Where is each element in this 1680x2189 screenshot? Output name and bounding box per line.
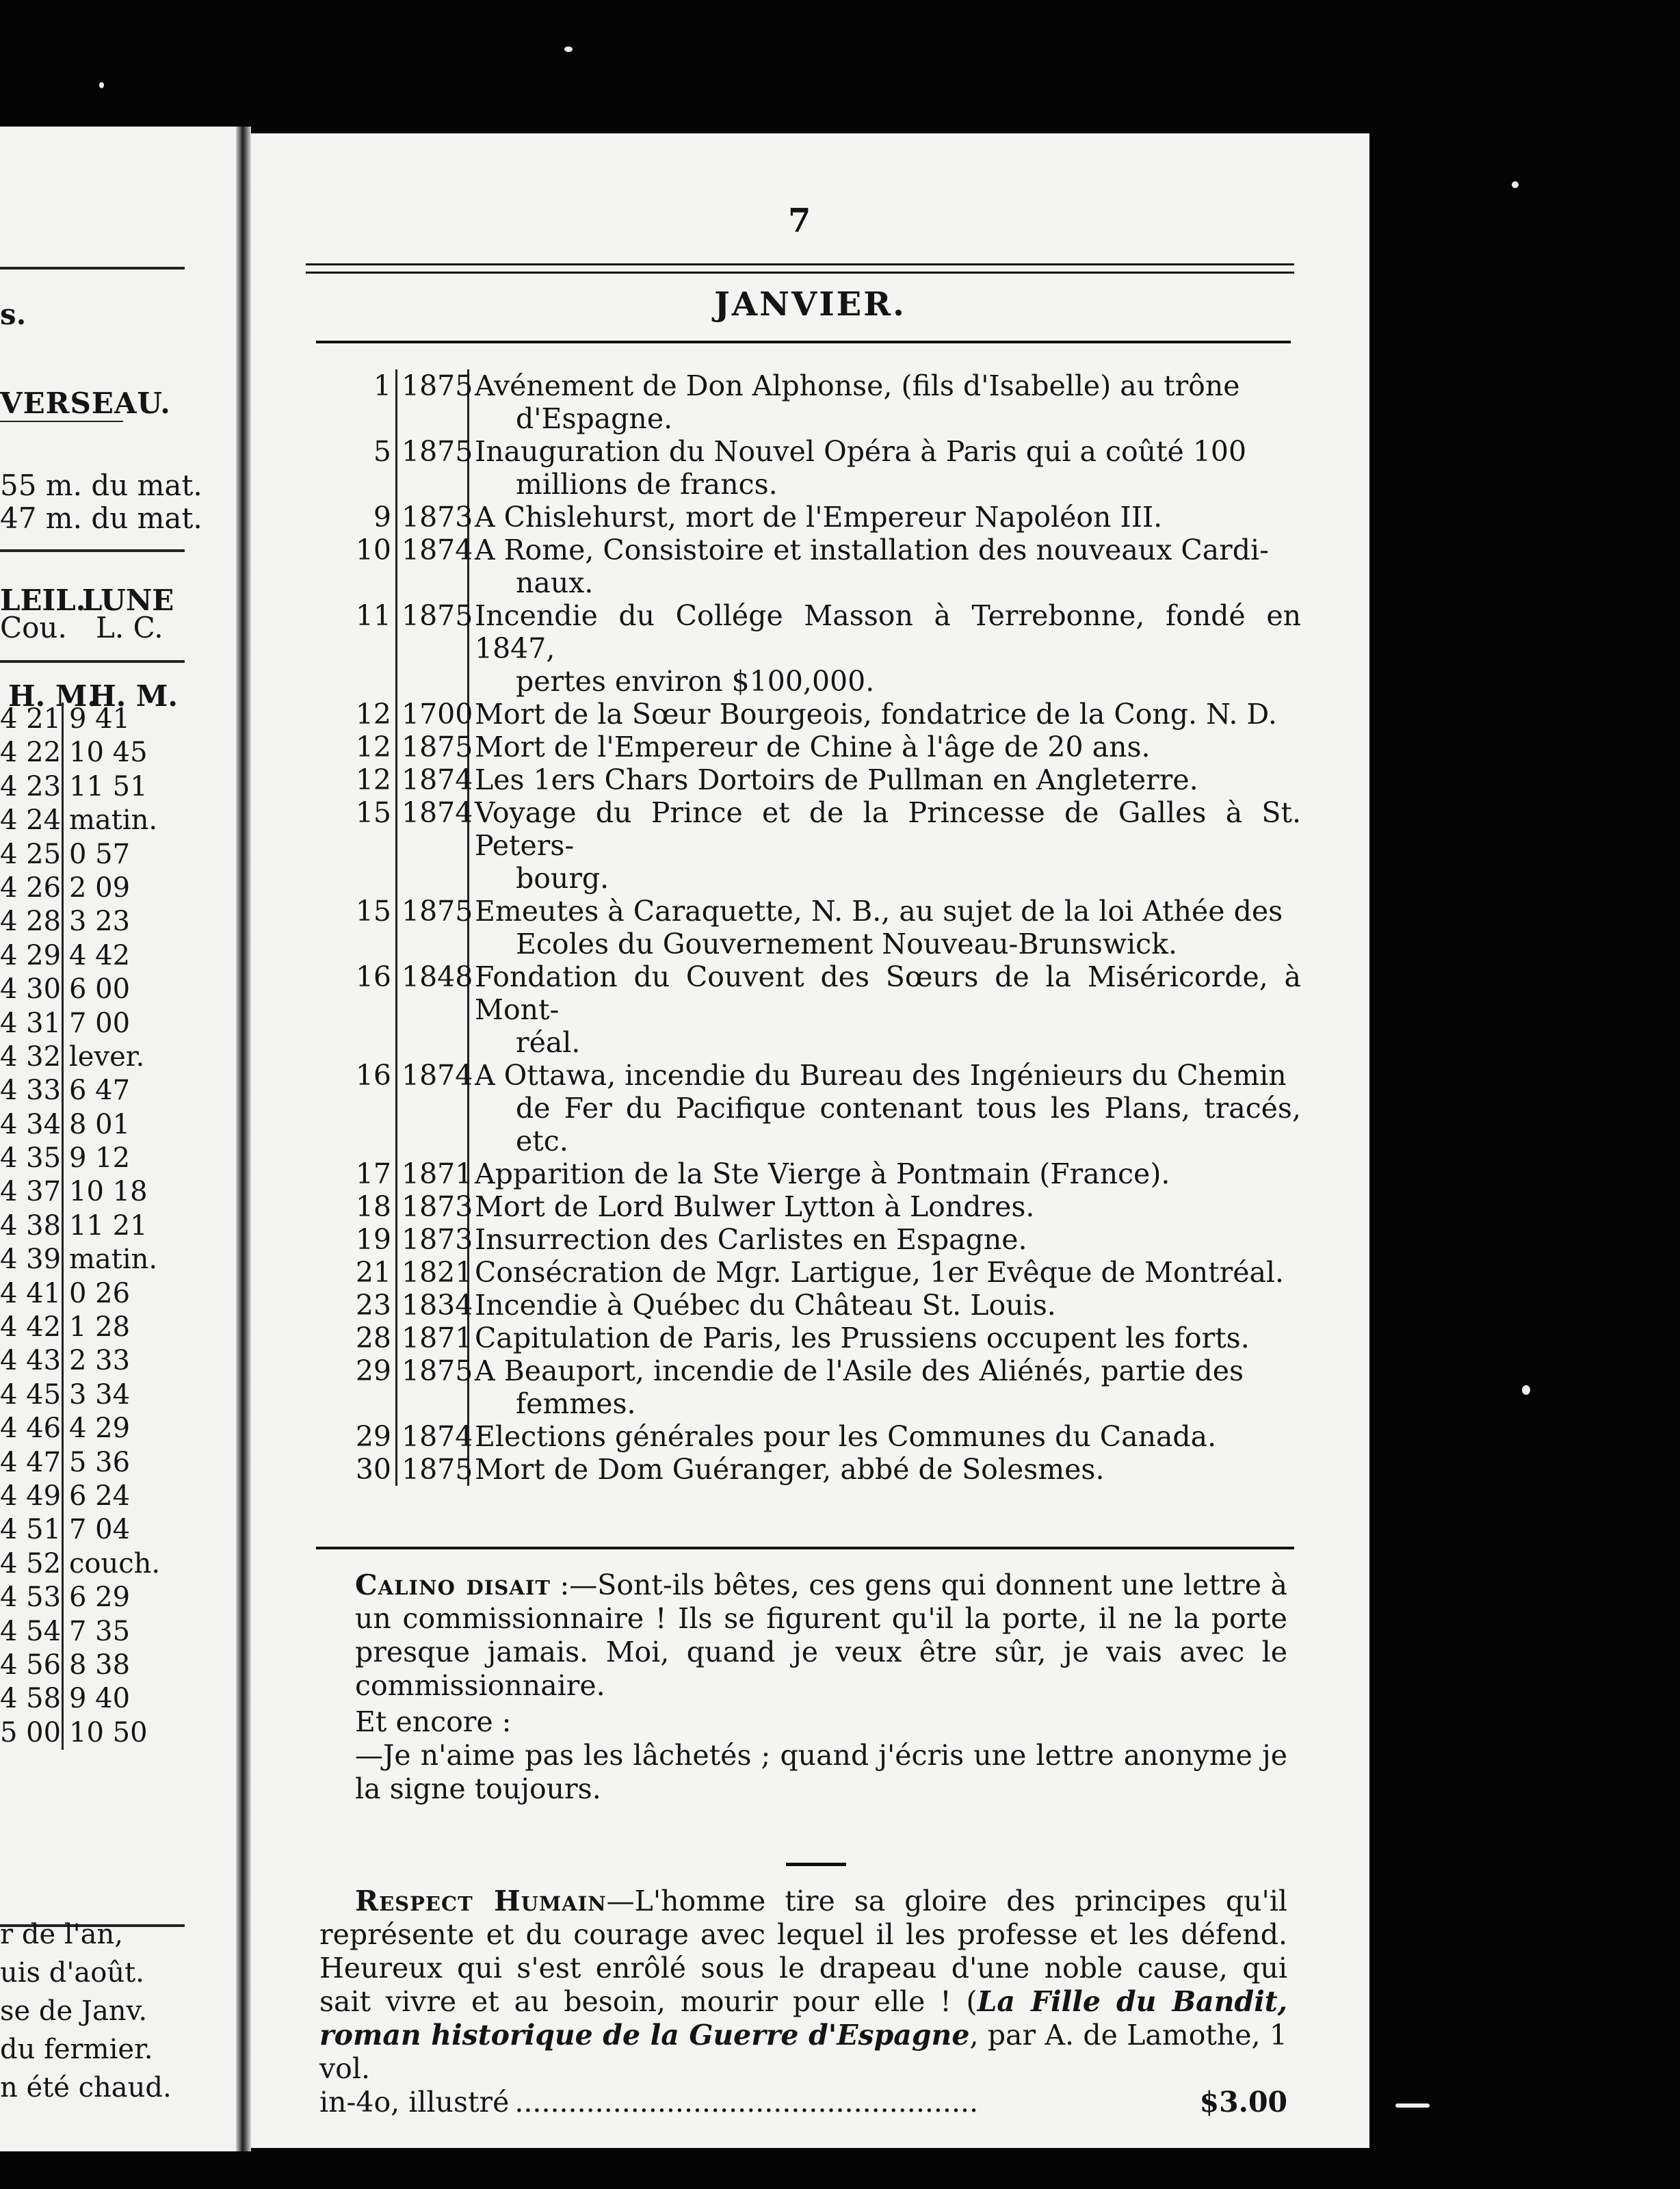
left-page-title: s. [0,298,27,331]
left-page-row [0,1175,178,1209]
sun-time-cell: 4 24 [0,804,64,837]
event-text-continuation: pertes environ $100,000. [516,665,875,698]
left-page-row [0,1311,178,1344]
respect-paragraph [319,1885,1287,2086]
left-page-row [0,1446,178,1480]
event-day: 12 [316,731,397,763]
event-description [469,1289,1301,1322]
sun-time-cell: 4 23 [0,770,64,804]
moon-time-cell: 11 51 [69,770,148,802]
left-page-note: uis d'août. [0,1957,144,1989]
left-page-row [0,939,178,973]
event-day: 1 [316,369,397,435]
moon-time-cell: 7 35 [69,1615,131,1647]
moon-time-cell: 6 00 [69,973,131,1006]
event-day: 29 [316,1420,397,1453]
event-year: 1875 [397,731,469,763]
event-row [316,1223,1301,1256]
left-page-row [0,1142,178,1175]
event-row [316,731,1301,763]
left-page-rule [0,421,123,422]
left-page-row [0,1040,178,1074]
event-description [469,731,1301,763]
left-page-row [0,770,178,804]
sun-time-cell: 4 37 [0,1175,64,1209]
event-day: 18 [316,1190,397,1223]
event-description [469,1190,1301,1223]
left-page-note: r de l'an, [0,1919,123,1950]
event-day: 15 [316,796,397,895]
event-description [469,599,1301,698]
event-description [469,1256,1301,1289]
sun-time-cell: 4 42 [0,1311,64,1344]
left-page-row [0,703,178,736]
calino-quote: —Je n'aime pas les lâchetés ; quand j'écris une lettre anonyme je la signe toujours. [355,1739,1287,1805]
event-row [316,1322,1301,1354]
event-text: Emeutes à Caraquette, N. B., au sujet de la loi Athée des [475,895,1283,928]
sun-time-cell: 4 51 [0,1513,64,1547]
price-leader: .................................................... [514,2086,979,2119]
event-day: 12 [316,698,397,731]
sun-time-cell: 4 54 [0,1615,64,1649]
sun-time-cell: 4 33 [0,1074,64,1107]
section-rule [316,1547,1294,1549]
left-page-subtitle: VERSEAU. [0,386,171,420]
left-page-row [0,1378,178,1412]
event-description [469,1059,1301,1157]
event-text: Incendie à Québec du Château St. Louis. [475,1289,1056,1322]
book-gutter [236,127,251,2151]
event-row [316,763,1301,796]
left-page-row [0,1412,178,1445]
event-year: 1875 [397,435,469,501]
event-text: Les 1ers Chars Dortoirs de Pullman en Angleterre. [475,763,1198,796]
event-row [316,960,1301,1059]
event-row [316,1354,1301,1420]
event-day: 29 [316,1354,397,1420]
event-description [469,796,1301,895]
respect-humain-notice [319,1885,1287,2119]
event-text-continuation: femmes. [516,1387,636,1420]
left-page-row [0,973,178,1006]
book-price: $3.00 [1199,2086,1287,2119]
calino-anecdote [319,1569,1287,1806]
sun-time-cell: 4 56 [0,1649,64,1682]
event-year: 1834 [397,1289,469,1322]
month-heading: JANVIER. [714,285,906,324]
sun-time-cell: 4 32 [0,1040,64,1074]
event-text: Mort de Dom Guéranger, abbé de Solesmes. [475,1453,1105,1486]
left-page-row [0,1108,178,1142]
left-page-time: 47 m. du mat. [0,501,202,535]
event-text-continuation: millions de francs. [516,468,778,501]
event-row [316,501,1301,534]
moon-time-cell: 6 29 [69,1582,131,1614]
respect-text: —L'homme tire sa gloire des principes qu'il représente et du courage avec lequel il les professe et les défend. Heureux qui s'est enrôlé sous le drapeau d'une noble cause, qui sait vivre et au besoin, mourir pour elle ! ( [319,1885,1287,2018]
sun-time-cell: 4 52 [0,1547,64,1581]
event-year: 1871 [397,1322,469,1354]
moon-time-cell: 4 42 [69,939,131,971]
sun-time-cell: 4 39 [0,1243,64,1276]
left-page-col-header: LUNE [82,584,174,617]
left-page-col-header: LEIL. [0,584,86,617]
event-day: 10 [316,534,397,599]
event-day: 15 [316,895,397,960]
left-page-note: se de Janv. [0,1995,148,2027]
left-page-row [0,1682,178,1716]
sun-time-cell: 4 43 [0,1344,64,1378]
calino-encore: Et encore : [355,1705,512,1738]
left-page-row [0,1547,178,1581]
left-page-col-subheader: L. C. [96,611,163,644]
event-description [469,1453,1301,1486]
event-text: Avénement de Don Alphonse, (fils d'Isabelle) au trône [475,369,1240,402]
event-text-continuation: Ecoles du Gouvernement Nouveau-Brunswick. [516,928,1178,960]
sun-time-cell: 4 35 [0,1142,64,1175]
event-text-continuation: réal. [516,1026,581,1059]
event-day: 5 [316,435,397,501]
event-year: 1848 [397,960,469,1059]
event-day: 9 [316,501,397,534]
left-page-row [0,1074,178,1107]
moon-time-cell: 5 36 [69,1446,131,1478]
respect-label: Respect Humain [355,1885,607,1917]
left-page-row [0,1615,178,1649]
event-text: Inauguration du Nouvel Opéra à Paris qui a coûté 100 [475,435,1247,468]
event-year: 1874 [397,1059,469,1157]
header-double-rule [306,263,1294,274]
left-page-row [0,1344,178,1378]
event-text: Consécration de Mgr. Lartigue, 1er Evêque de Montréal. [475,1256,1285,1289]
event-day: 16 [316,960,397,1059]
sun-time-cell: 4 30 [0,973,64,1006]
event-text-continuation: naux. [516,566,594,599]
moon-time-cell: 7 04 [69,1514,131,1546]
sun-time-cell: 4 29 [0,939,64,973]
price-line [319,2086,1287,2119]
events-table [316,369,1301,1486]
event-text: Fondation du Couvent des Sœurs de la Miséricorde, à Mont- [475,960,1301,1026]
moon-time-cell: 8 38 [69,1649,131,1681]
left-page-rule [0,660,185,663]
moon-time-cell: lever. [69,1040,145,1073]
moon-time-cell: 6 24 [69,1480,131,1512]
moon-time-cell: 9 41 [69,703,131,735]
event-text: Capitulation de Paris, les Prussiens occupent les forts. [475,1322,1250,1354]
scan-speck [1395,2103,1430,2108]
left-page-fragment [0,127,236,2151]
event-description [469,534,1301,599]
sun-time-cell: 4 58 [0,1682,64,1716]
left-page-table [0,703,178,1750]
event-description [469,1157,1301,1190]
book-format: in-4o, illustré [319,2086,510,2119]
event-text: Mort de la Sœur Bourgeois, fondatrice de la Cong. N. D. [475,698,1277,731]
left-page-row [0,838,178,871]
left-page-hm-header: H. M. [89,679,179,713]
page-number: 7 [788,202,811,240]
moon-time-cell: 9 40 [69,1683,131,1715]
event-description [469,1322,1301,1354]
event-text-continuation: bourg. [516,862,609,895]
event-year: 1875 [397,1354,469,1420]
sun-time-cell: 4 28 [0,905,64,939]
event-text: A Rome, Consistoire et installation des nouveaux Cardi- [475,534,1269,566]
moon-time-cell: 2 09 [69,871,131,904]
event-text: Elections générales pour les Communes du Canada. [475,1420,1217,1453]
event-text: A Chislehurst, mort de l'Empereur Napoléon III. [475,501,1163,534]
left-page-row [0,1277,178,1311]
event-description [469,895,1301,960]
left-page-note: n été chaud. [0,2072,172,2103]
left-page-row [0,1243,178,1276]
moon-time-cell: 9 12 [69,1142,131,1175]
scan-speck [1512,181,1519,188]
moon-time-cell: 11 21 [69,1209,148,1242]
moon-time-cell: 4 29 [69,1413,131,1445]
event-text-continuation: d'Espagne. [516,402,673,435]
moon-time-cell: 2 33 [69,1345,131,1377]
event-year: 1874 [397,534,469,599]
event-text: Mort de l'Empereur de Chine à l'âge de 20 ans. [475,731,1151,763]
event-year: 1875 [397,599,469,698]
event-year: 1873 [397,501,469,534]
sun-time-cell: 4 53 [0,1581,64,1614]
left-page-row [0,1480,178,1513]
left-page-row [0,905,178,939]
month-rule [316,341,1291,343]
event-description [469,763,1301,796]
left-page-row [0,1649,178,1682]
scan-speck [564,47,573,52]
event-day: 30 [316,1453,397,1486]
book-author: , par A. de Lamothe, 1 vol. [319,2019,1287,2085]
event-day: 17 [316,1157,397,1190]
moon-time-cell: 10 45 [69,737,148,769]
event-text: Mort de Lord Bulwer Lytton à Londres. [475,1190,1035,1223]
moon-time-cell: 0 57 [69,838,131,870]
sun-time-cell: 4 31 [0,1007,64,1040]
event-year: 1700 [397,698,469,731]
calino-label: Calino disait [355,1569,551,1601]
sun-time-cell: 5 00 [0,1716,64,1750]
moon-time-cell: matin. [69,804,158,837]
left-page-time: 55 m. du mat. [0,469,202,502]
event-year: 1874 [397,796,469,895]
event-row [316,1289,1301,1322]
left-page-rule [0,267,185,270]
sun-time-cell: 4 47 [0,1446,64,1480]
left-page-row [0,1209,178,1243]
event-day: 28 [316,1322,397,1354]
sun-time-cell: 4 45 [0,1378,64,1412]
moon-time-cell: 10 50 [69,1716,148,1748]
moon-time-cell: 0 26 [69,1277,131,1309]
event-description [469,698,1301,731]
event-day: 19 [316,1223,397,1256]
sun-time-cell: 4 41 [0,1277,64,1311]
sun-time-cell: 4 38 [0,1209,64,1243]
left-page-row [0,871,178,905]
event-description [469,1420,1301,1453]
event-day: 11 [316,599,397,698]
left-page-row [0,736,178,770]
event-year: 1874 [397,763,469,796]
separator-dash [786,1863,846,1866]
left-page-row [0,1513,178,1547]
event-row [316,369,1301,435]
event-row [316,1059,1301,1157]
moon-time-cell: 8 01 [69,1108,131,1140]
event-text: Incendie du Collége Masson à Terrebonne, fondé en 1847, [475,599,1301,665]
moon-time-cell: 10 18 [69,1176,148,1208]
left-page-col-subheader: Cou. [0,611,67,644]
left-page-rule [0,549,185,552]
event-description [469,501,1301,534]
event-year: 1875 [397,895,469,960]
event-row [316,1256,1301,1289]
moon-time-cell: 1 28 [69,1311,131,1343]
moon-time-cell: 3 34 [69,1378,131,1411]
calino-text: :—Sont-ils bêtes, ces gens qui donnent une lettre à un commissionnaire ! Ils se figurent qu'il la porte, il ne la porte presque jamais. Moi, quand je veux être sûr, je vais avec le commissionnaire. [355,1569,1287,1702]
event-description [469,435,1301,501]
event-year: 1875 [397,369,469,435]
left-page-row [0,804,178,837]
sun-time-cell: 4 26 [0,871,64,905]
moon-time-cell: 6 47 [69,1075,131,1107]
scan-speck [99,82,104,88]
left-page-row [0,1007,178,1040]
event-row [316,599,1301,698]
calino-paragraph [319,1569,1287,1703]
event-row [316,1190,1301,1223]
event-year: 1875 [397,1453,469,1486]
event-row [316,895,1301,960]
event-description [469,960,1301,1059]
event-text: Insurrection des Carlistes en Espagne. [475,1223,1027,1256]
left-page-notes [0,1915,172,2107]
event-text: Voyage du Prince et de la Princesse de Galles à St. Peters- [475,796,1301,862]
left-page-hm-header: H. M. [8,679,98,713]
sun-time-cell: 4 25 [0,838,64,871]
event-description [469,369,1301,435]
event-row [316,796,1301,895]
moon-time-cell: 3 23 [69,906,131,938]
event-year: 1873 [397,1190,469,1223]
event-description [469,1223,1301,1256]
event-year: 1821 [397,1256,469,1289]
event-day: 12 [316,763,397,796]
event-text: Apparition de la Ste Vierge à Pontmain (France). [475,1157,1170,1190]
event-row [316,698,1301,731]
sun-time-cell: 4 34 [0,1108,64,1142]
sun-time-cell: 4 49 [0,1480,64,1513]
left-page-row [0,1716,178,1750]
event-year: 1873 [397,1223,469,1256]
almanac-page [251,133,1369,2148]
event-row [316,435,1301,501]
book-title: La Fille du Bandit, roman historique de la Guerre d'Espagne [319,1985,1287,2052]
event-text: A Beauport, incendie de l'Asile des Aliénés, partie des [475,1354,1244,1387]
scan-speck [1522,1385,1530,1395]
left-page-note: du fermier. [0,2034,153,2065]
moon-time-cell: couch. [69,1547,161,1580]
sun-time-cell: 4 21 [0,703,64,736]
event-day: 23 [316,1289,397,1322]
event-description [469,1354,1301,1420]
moon-time-cell: matin. [69,1244,158,1276]
left-page-row [0,1581,178,1614]
moon-time-cell: 7 00 [69,1007,131,1039]
event-row [316,1157,1301,1190]
event-day: 21 [316,1256,397,1289]
event-row [316,534,1301,599]
event-year: 1874 [397,1420,469,1453]
sun-time-cell: 4 46 [0,1412,64,1445]
event-day: 16 [316,1059,397,1157]
event-text: A Ottawa, incendie du Bureau des Ingénieurs du Chemin [475,1059,1287,1092]
event-row [316,1420,1301,1453]
event-row [316,1453,1301,1486]
sun-time-cell: 4 22 [0,736,64,770]
event-year: 1871 [397,1157,469,1190]
event-text-continuation: de Fer du Pacifique contenant tous les Plans, tracés, etc. [516,1092,1301,1157]
